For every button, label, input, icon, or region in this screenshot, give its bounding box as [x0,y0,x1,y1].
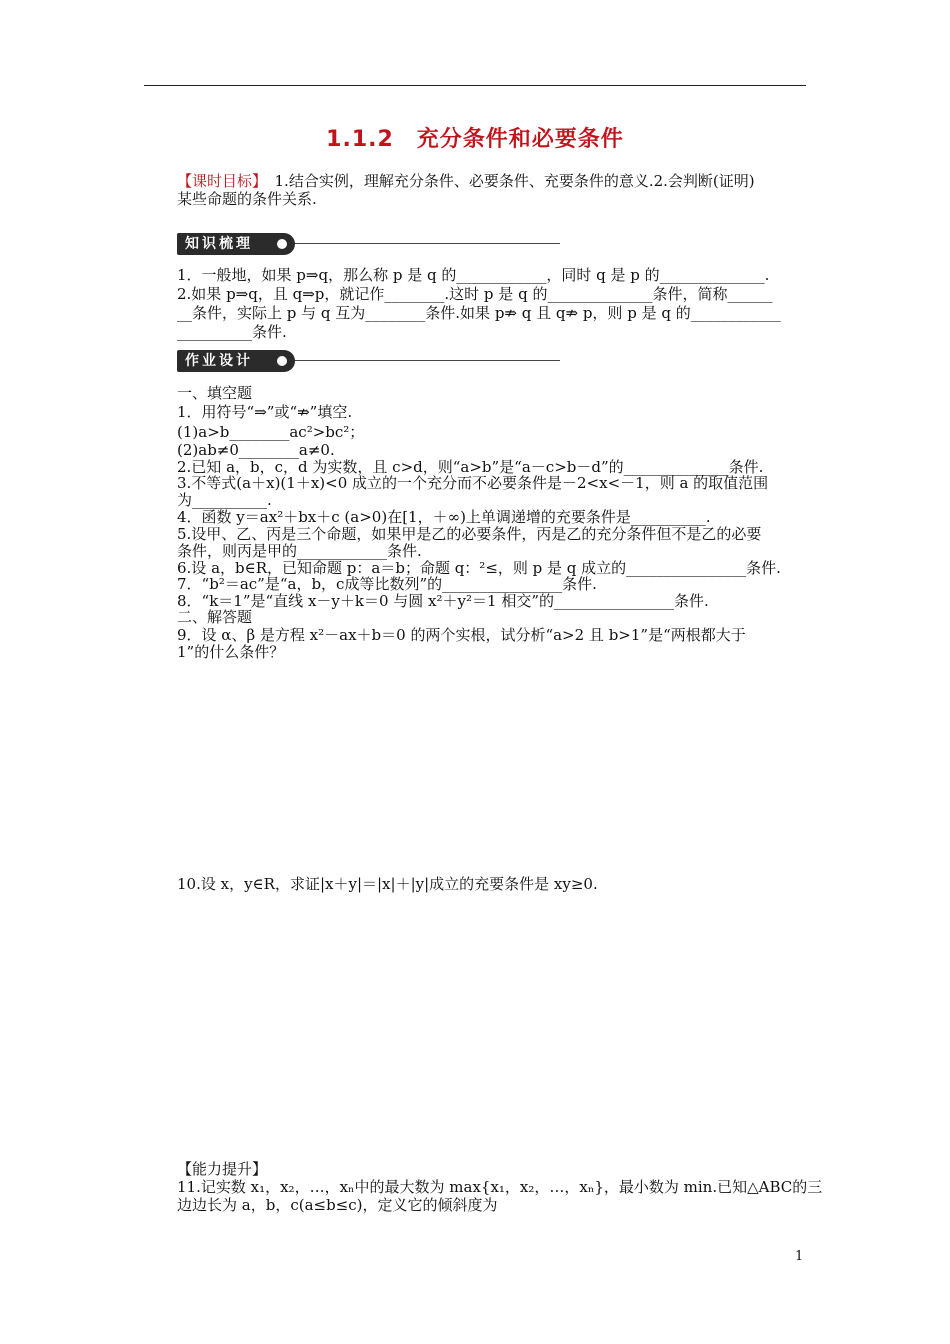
question-9-line-1: 9．设 α、β 是方程 x²－ax＋b＝0 的两个实根，试分析“a>2 且 b>1”是“两根都大于 [177,626,746,644]
knowledge-item-2-line-2: __条件，实际上 p 与 q 互为________条件.如果 p⇏ q 且 q⇏ p，则 p 是 q 的____________ [177,304,781,322]
question-6: 6.设 a，b∈R，已知命题 p：a＝b；命题 q：²≤，则 p 是 q 成立的________________条件. [177,559,781,577]
page-title: 1.1.2 充分条件和必要条件 [326,127,624,152]
question-8: 8．“k＝1”是“直线 x－y＋k＝0 与圆 x²＋y²＝1 相交”的________________条件. [177,592,709,610]
question-11-line-1: 11.记实数 x₁，x₂，…，xₙ中的最大数为 max{x₁，x₂，…，xₙ}，最小数为 min.已知△ABC的三 [177,1178,823,1196]
goals-text-2: 某些命题的条件关系. [177,190,317,208]
homework-header-rule [295,360,560,361]
knowledge-item-2-line-3: __________条件. [177,323,287,341]
knowledge-header-rule [295,243,560,244]
question-9-line-2: 1”的什么条件？ [177,643,285,661]
question-3-line-1: 3.不等式(a＋x)(1＋x)<0 成立的一个充分而不必要条件是－2<x<－1，则 a 的取值范围 [177,474,769,492]
header-rule [144,85,806,86]
knowledge-header-pill [177,233,295,255]
page-number: 1 [795,1249,804,1264]
question-7: 7．“b²＝ac”是“a，b，c成等比数列”的________________条件. [177,575,597,593]
question-2: 2.已知 a，b，c，d 为实数，且 c>d，则“a>b”是“a－c>b－d”的______________条件. [177,458,764,476]
lesson-goals [177,172,807,208]
homework-header-label: 作业设计 [185,353,253,369]
goals-label: 【课时目标】 [177,172,260,190]
question-3-line-2: 为__________. [177,491,272,509]
goals-text-1: 1.结合实例，理解充分条件、必要条件、充要条件的意义.2.会判断(证明) [259,172,755,190]
bullet-dot-icon [277,239,287,249]
question-4: 4．函数 y＝ax²＋bx＋c (a>0)在[1，＋∞)上单调递增的充要条件是__________. [177,508,711,526]
question-11-line-2: 边边长为 a，b，c(a≤b≤c)，定义它的倾斜度为 [177,1196,498,1214]
question-10: 10.设 x，y∈R，求证|x＋y|＝|x|＋|y|成立的充要条件是 xy≥0. [177,875,598,893]
question-5-line-2: 条件，则丙是甲的____________条件. [177,542,422,560]
question-1-part-2: (2)ab≠0________a≠0. [177,441,335,459]
knowledge-item-1: 1．一般地，如果 p⇒q，那么称 p 是 q 的____________，同时 q 是 p 的______________. [177,266,770,284]
bullet-dot-icon [277,356,287,366]
knowledge-item-2-line-1: 2.如果 p⇒q，且 q⇒p，就记作________.这时 p 是 q 的______________条件，简称______ [177,285,773,303]
lesson-goals-line-1 [177,172,807,190]
question-5-line-1: 5.设甲、乙、丙是三个命题，如果甲是乙的必要条件，丙是乙的充分条件但不是乙的必要 [177,525,762,543]
section-fill-in: 一、填空题 [177,384,253,402]
ability-label: 【能力提升】 [177,1160,268,1178]
question-1: 1．用符号“⇒”或“⇏”填空. [177,403,353,421]
question-1-part-1: (1)a>b________ac²>bc²； [177,423,365,441]
knowledge-header-label: 知识梳理 [185,236,253,252]
homework-header-pill [177,350,295,372]
section-solve: 二、解答题 [177,608,253,626]
